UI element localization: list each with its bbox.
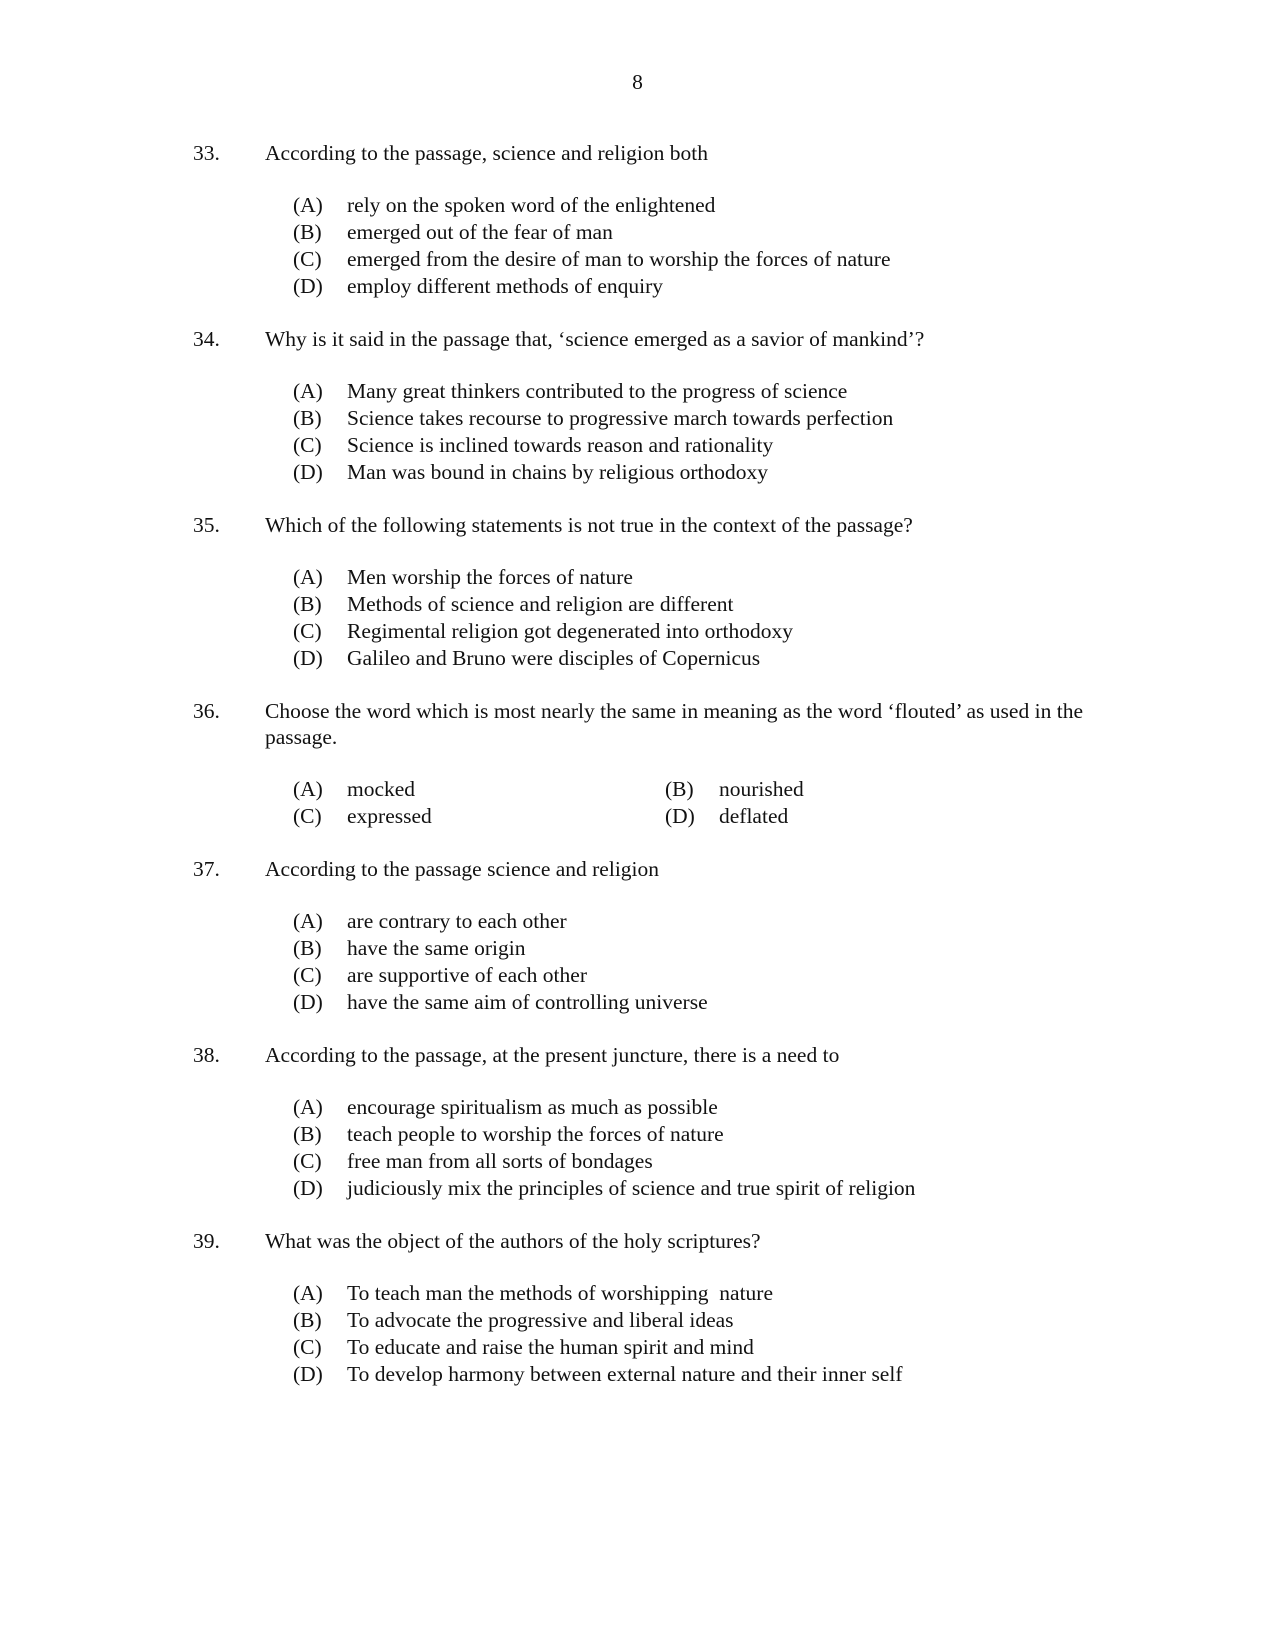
question-number: 36. (193, 699, 220, 723)
option-text: have the same origin (347, 936, 526, 960)
option-list (293, 1280, 1083, 1388)
option-letter: (B) (293, 936, 322, 960)
question-text: According to the passage science and religion (265, 857, 660, 881)
option-letter: (A) (293, 777, 323, 801)
option-c (293, 618, 1083, 645)
option-b (293, 1121, 1083, 1148)
option-list (293, 378, 1083, 486)
option-text: encourage spiritualism as much as possible (347, 1095, 718, 1119)
option-letter: (B) (293, 1308, 322, 1332)
option-a (293, 908, 1083, 935)
option-text: To educate and raise the human spirit and mind (347, 1335, 754, 1359)
question-39 (193, 1228, 1083, 1388)
question-33 (193, 140, 1083, 300)
option-b (293, 935, 1083, 962)
option-letter: (C) (293, 619, 322, 643)
option-letter: (A) (293, 909, 323, 933)
question-number: 38. (193, 1043, 220, 1067)
question-34 (193, 326, 1083, 486)
page-number: 8 (632, 70, 643, 94)
option-list (293, 1094, 1083, 1202)
option-a (293, 776, 665, 803)
option-c (293, 962, 1083, 989)
option-d (293, 1361, 1083, 1388)
option-text: emerged out of the fear of man (347, 220, 613, 244)
option-text: Methods of science and religion are different (347, 592, 734, 616)
option-text: free man from all sorts of bondages (347, 1149, 653, 1173)
option-d (293, 645, 1083, 672)
option-list (293, 564, 1083, 672)
option-letter: (A) (293, 1095, 323, 1119)
option-text: emerged from the desire of man to worship the forces of nature (347, 247, 891, 271)
option-text: Many great thinkers contributed to the progress of science (347, 379, 848, 403)
question-37 (193, 856, 1083, 1016)
option-letter: (B) (293, 1122, 322, 1146)
question-36 (193, 698, 1083, 830)
option-letter: (B) (293, 592, 322, 616)
question-text: Why is it said in the passage that, ‘science emerged as a savior of mankind’? (265, 327, 925, 351)
option-letter: (D) (665, 804, 695, 828)
option-a (293, 1280, 1083, 1307)
option-letter: (D) (293, 1362, 323, 1386)
option-list (293, 192, 1083, 300)
option-text: deflated (719, 804, 789, 828)
option-b (293, 1307, 1083, 1334)
option-c (293, 246, 1083, 273)
option-letter: (C) (293, 963, 322, 987)
option-c (293, 803, 665, 830)
option-letter: (A) (293, 1281, 323, 1305)
option-letter: (D) (293, 646, 323, 670)
option-text: To teach man the methods of worshipping nature (347, 1281, 774, 1305)
question-number: 35. (193, 513, 220, 537)
question-number: 37. (193, 857, 220, 881)
option-text: are contrary to each other (347, 909, 567, 933)
option-c (293, 1148, 1083, 1175)
option-b (293, 405, 1083, 432)
option-text: To develop harmony between external nature and their inner self (347, 1362, 903, 1386)
option-list (293, 776, 1083, 830)
option-letter: (A) (293, 379, 323, 403)
option-letter: (A) (293, 565, 323, 589)
option-letter: (C) (293, 247, 322, 271)
option-d (665, 803, 1037, 830)
question-text: According to the passage, at the present juncture, there is a need to (265, 1043, 840, 1067)
question-text: Choose the word which is most nearly the same in meaning as the word ‘flouted’ as used in the passage. (265, 699, 1083, 749)
option-list (293, 908, 1083, 1016)
option-text: Men worship the forces of nature (347, 565, 633, 589)
option-d (293, 459, 1083, 486)
option-text: nourished (719, 777, 804, 801)
option-c (293, 1334, 1083, 1361)
question-text: According to the passage, science and religion both (265, 141, 708, 165)
option-d (293, 273, 1083, 300)
option-letter: (A) (293, 193, 323, 217)
question-text: Which of the following statements is not true in the context of the passage? (265, 513, 913, 537)
option-letter: (B) (293, 406, 322, 430)
question-number: 39. (193, 1229, 220, 1253)
option-b (293, 591, 1083, 618)
option-d (293, 989, 1083, 1016)
question-number: 33. (193, 141, 220, 165)
option-letter: (D) (293, 990, 323, 1014)
option-c (293, 432, 1083, 459)
option-letter: (B) (293, 220, 322, 244)
question-38 (193, 1042, 1083, 1202)
question-text: What was the object of the authors of the holy scriptures? (265, 1229, 761, 1253)
option-a (293, 564, 1083, 591)
option-text: Science takes recourse to progressive march towards perfection (347, 406, 894, 430)
option-text: Science is inclined towards reason and rationality (347, 433, 774, 457)
option-b (293, 219, 1083, 246)
question-35 (193, 512, 1083, 672)
option-text: To advocate the progressive and liberal ideas (347, 1308, 734, 1332)
option-letter: (C) (293, 433, 322, 457)
option-b (665, 776, 1037, 803)
option-text: employ different methods of enquiry (347, 274, 664, 298)
question-list (193, 140, 1083, 1414)
option-text: have the same aim of controlling universe (347, 990, 708, 1014)
option-text: Galileo and Bruno were disciples of Copernicus (347, 646, 761, 670)
option-letter: (C) (293, 804, 322, 828)
option-letter: (D) (293, 460, 323, 484)
option-letter: (C) (293, 1335, 322, 1359)
option-letter: (C) (293, 1149, 322, 1173)
option-a (293, 1094, 1083, 1121)
option-a (293, 378, 1083, 405)
option-text: judiciously mix the principles of science and true spirit of religion (347, 1176, 916, 1200)
option-letter: (D) (293, 1176, 323, 1200)
option-text: Regimental religion got degenerated into orthodoxy (347, 619, 794, 643)
option-text: mocked (347, 777, 416, 801)
option-letter: (D) (293, 274, 323, 298)
option-letter: (B) (665, 777, 694, 801)
option-text: are supportive of each other (347, 963, 587, 987)
question-number: 34. (193, 327, 220, 351)
option-d (293, 1175, 1083, 1202)
option-a (293, 192, 1083, 219)
option-text: Man was bound in chains by religious orthodoxy (347, 460, 768, 484)
option-text: expressed (347, 804, 432, 828)
option-text: rely on the spoken word of the enlightened (347, 193, 716, 217)
option-text: teach people to worship the forces of nature (347, 1122, 724, 1146)
